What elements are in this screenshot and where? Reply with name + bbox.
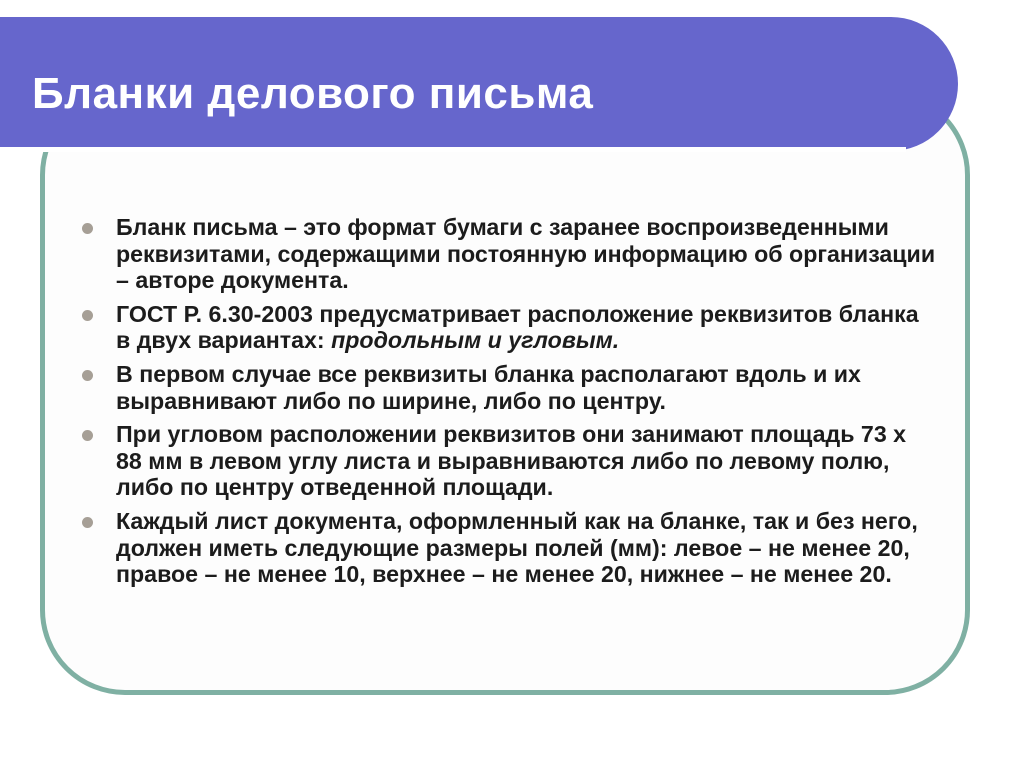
bullet-dot-icon [82, 310, 93, 321]
bullet-item-longitudinal [78, 361, 938, 414]
bullet-text: При угловом расположении реквизитов они занимают площадь 73 х 88 мм в левом углу листа и выравниваются либо по левому полю, либо по центру отведенной площади. [116, 421, 907, 501]
bullet-list [78, 214, 938, 595]
bullet-item-form-definition [78, 214, 938, 294]
title-underline [0, 147, 906, 152]
title-bar [0, 17, 958, 151]
bullet-dot-icon [82, 223, 93, 234]
bullet-text: Бланк письма – это формат бумаги с заранее воспроизведенными реквизитами, содержащими постоянную информацию об организации – авторе документа. [116, 214, 936, 294]
bullet-item-gost-variants [78, 301, 938, 354]
bullet-text: Каждый лист документа, оформленный как на бланке, так и без него, должен иметь следующие размеры полей (мм): левое – не менее 20, правое – не менее 10, верхнее – не менее 20, нижнее – не менее 20. [116, 507, 918, 588]
slide-title: Бланки делового письма [32, 69, 594, 118]
bullet-dot-icon [82, 517, 93, 528]
bullet-item-margins [78, 508, 938, 588]
bullet-item-corner [78, 421, 938, 501]
bullet-dot-icon [82, 370, 93, 381]
bullet-dot-icon [82, 430, 93, 441]
bullet-emphasis: продольным и угловым. [331, 327, 620, 354]
bullet-text: В первом случае все реквизиты бланка располагают вдоль и их выравнивают либо по ширине, либо по центру. [116, 360, 861, 414]
bullet-text: ГОСТ Р. 6.30-2003 предусматривает расположение реквизитов бланка в двух вариантах: [116, 300, 919, 354]
